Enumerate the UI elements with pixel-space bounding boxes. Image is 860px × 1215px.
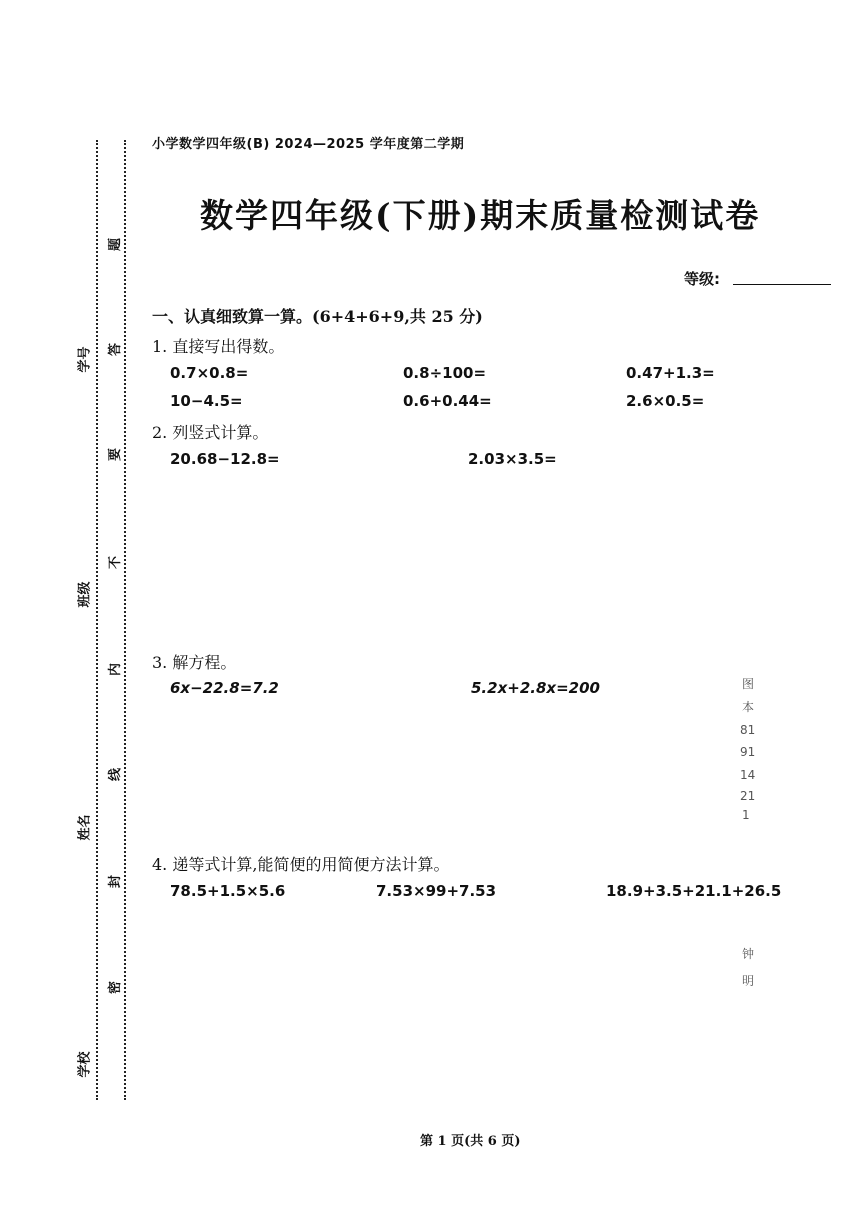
seal-char: 封	[108, 874, 124, 889]
seal-char: 答	[108, 342, 124, 357]
seal-char: 内	[108, 662, 124, 677]
seal-char: 密	[108, 980, 124, 995]
q1-expr: 0.47+1.3=	[626, 364, 715, 382]
question-1-label: 1. 直接写出得数。	[152, 337, 285, 356]
bleed-mark: 本	[742, 700, 755, 714]
page-title: 数学四年级(下册)期末质量检测试卷	[200, 196, 761, 235]
bleed-mark: 14	[740, 768, 756, 782]
q3-expr: 5.2x+2.8x=200	[471, 679, 600, 697]
q2-expr: 2.03×3.5=	[468, 450, 557, 468]
bleed-mark: 1	[742, 808, 750, 822]
q4-expr: 7.53×99+7.53	[376, 882, 497, 900]
q1-expr: 10−4.5=	[170, 392, 243, 410]
bleed-mark: 图	[742, 677, 755, 691]
question-3-label: 3. 解方程。	[152, 653, 237, 672]
grade-label: 等级:	[684, 270, 720, 288]
student-id-label: 学号	[77, 346, 93, 373]
binding-dotted-line-inner	[124, 140, 126, 1100]
q1-expr: 0.7×0.8=	[170, 364, 249, 382]
grade-blank-line	[733, 284, 831, 285]
q1-expr: 0.6+0.44=	[403, 392, 492, 410]
seal-char: 不	[108, 555, 124, 570]
bleed-mark: 91	[740, 745, 756, 759]
bleed-mark: 钟	[742, 947, 755, 961]
q3-expr: 6x−22.8=7.2	[170, 679, 279, 697]
question-4-label: 4. 递等式计算,能简便的用简便方法计算。	[152, 855, 450, 874]
bleed-mark: 81	[740, 723, 756, 737]
class-label: 班级	[77, 581, 93, 608]
seal-char: 题	[108, 237, 124, 252]
q1-expr: 0.8÷100=	[403, 364, 487, 382]
bleed-mark: 21	[740, 789, 756, 803]
seal-char: 要	[108, 447, 124, 462]
page-number: 第 1 页(共 6 页)	[420, 1134, 521, 1149]
binding-dotted-line-outer	[96, 140, 98, 1100]
section-heading: 一、认真细致算一算。(6+4+6+9,共 25 分)	[152, 307, 483, 326]
q2-expr: 20.68−12.8=	[170, 450, 280, 468]
q1-expr: 2.6×0.5=	[626, 392, 705, 410]
question-2-label: 2. 列竖式计算。	[152, 423, 269, 442]
q4-expr: 78.5+1.5×5.6	[170, 882, 286, 900]
exam-series-line: 小学数学四年级(B) 2024—2025 学年度第二学期	[152, 137, 465, 152]
school-label: 学校	[77, 1051, 93, 1078]
name-label: 姓名	[77, 814, 93, 841]
bleed-mark: 明	[742, 974, 755, 988]
q4-expr: 18.9+3.5+21.1+26.5	[606, 882, 782, 900]
seal-char: 线	[108, 767, 124, 782]
